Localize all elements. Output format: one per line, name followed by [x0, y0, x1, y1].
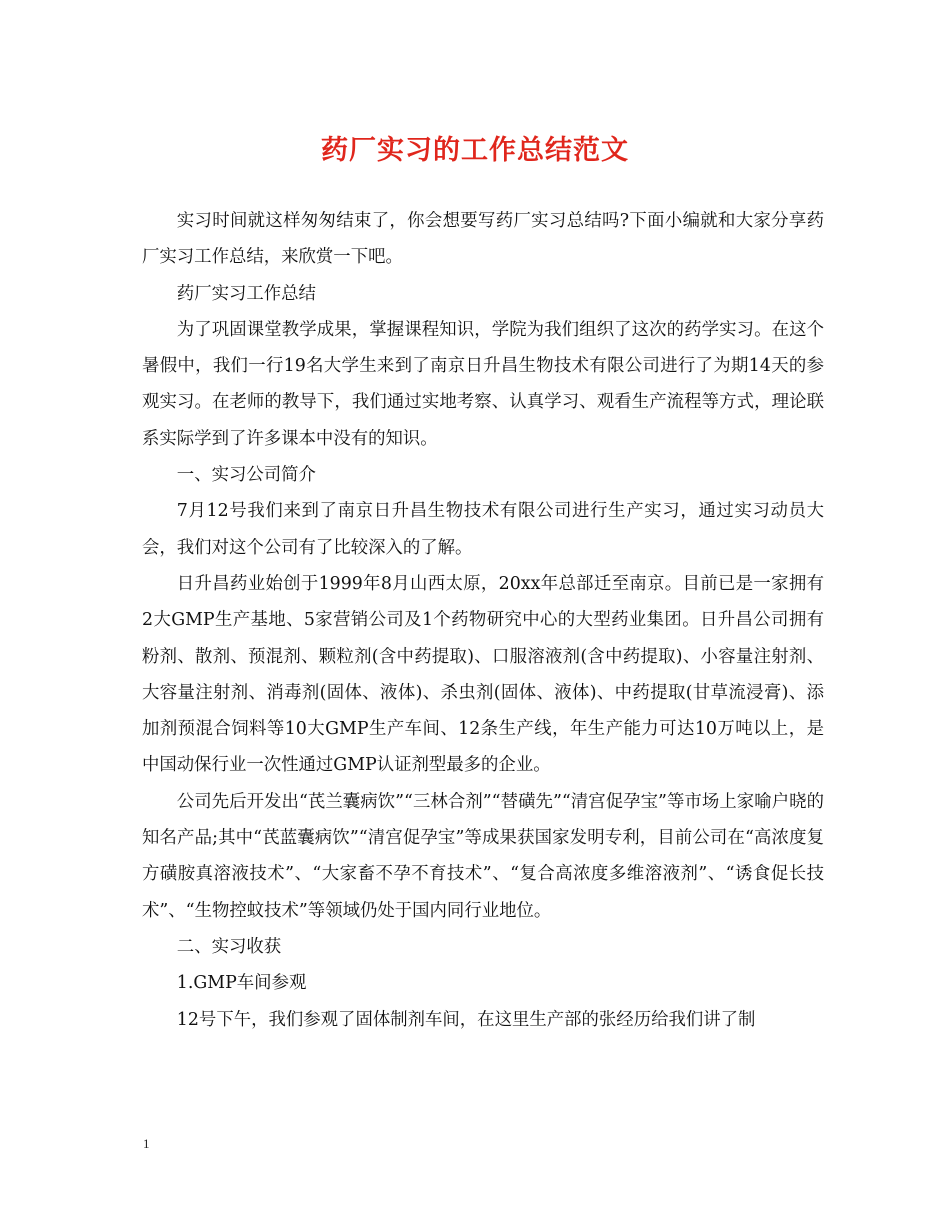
subsection-heading-gmp: 1.GMP车间参观 [176, 973, 307, 994]
intro-paragraph: 实习时间就这样匆匆结束了，你会想要写药厂实习总结吗?下面小编就和大家分享药厂实习工作总结，来欣赏一下吧。 [142, 211, 824, 268]
document-title: 药厂实习的工作总结范文 [321, 135, 629, 166]
page-number: 1 [143, 1136, 150, 1151]
body-paragraph: 为了巩固课堂教学成果，掌握课程知识，学院为我们组织了这次的药学实习。在这个暑假中，我们一行19名大学生来到了南京日升昌生物技术有限公司进行了为期14天的参观实习。在老师的教导下，我们通过实地考察、认真学习、观看生产流程等方式，理论联系实际学到了许多课本中没有的知识。 [142, 319, 824, 449]
section-heading-company: 一、实习公司简介 [176, 465, 316, 486]
section-heading-gains: 二、实习收获 [176, 936, 282, 957]
document-body [142, 203, 824, 1038]
section-heading-summary: 药厂实习工作总结 [176, 283, 316, 304]
body-paragraph: 7月12号我们来到了南京日升昌生物技术有限公司进行生产实习，通过实习动员大会，我们对这个公司有了比较深入的了解。 [142, 501, 824, 558]
body-paragraph: 日升昌药业始创于1999年8月山西太原，20xx年总部迁至南京。目前已是一家拥有2大GMP生产基地、5家营销公司及1个药物研究中心的大型药业集团。日升昌公司拥有粉剂、散剂、预混剂、颗粒剂(含中药提取)、口服溶液剂(含中药提取)、小容量注射剂、大容量注射剂、消毒剂(固体、液体)、杀虫剂(固体、液体)、中药提取(甘草流浸膏)、添加剂预混合饲料等10大GMP生产车间、12条生产线，年生产能力可达10万吨以上，是中国动保行业一次性通过GMP认证剂型最多的企业。 [142, 573, 824, 776]
body-paragraph: 公司先后开发出“芪兰囊病饮”“三林合剂”“替磺先”“清宫促孕宝”等市场上家喻户晓的知名产品;其中“芪蓝囊病饮”“清宫促孕宝”等成果获国家发明专利，目前公司在“高浓度复方磺胺真溶液技术”、“大家畜不孕不育技术”、“复合高浓度多维溶液剂”、“诱食促长技术”、“生物控蚊技术”等领域仍处于国内同行业地位。 [142, 791, 824, 921]
body-paragraph: 12号下午，我们参观了固体制剂车间，在这里生产部的张经历给我们讲了制 [176, 1009, 756, 1030]
